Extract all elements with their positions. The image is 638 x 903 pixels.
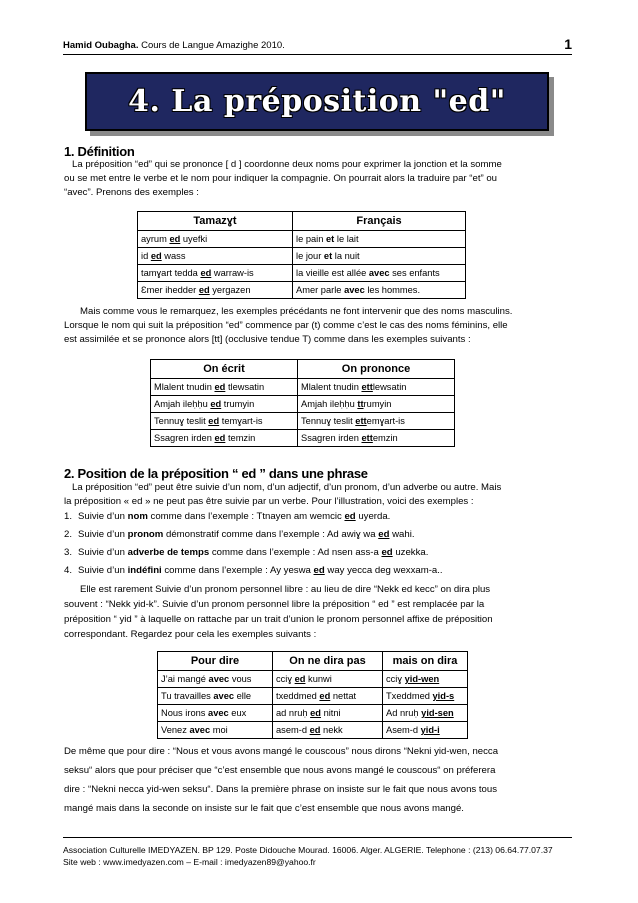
page-number: 1	[564, 36, 572, 52]
table-row: Tennuɣ teslit ed temɣart-is Tennuɣ teslit ettemɣart-is	[151, 413, 455, 430]
table-row: Ssagren irden ed temzin Ssagren irden ettemzin	[151, 430, 455, 447]
section-1-heading: 1. Définition	[64, 144, 135, 159]
table-row: id ed wass le jour et la nuit	[138, 248, 466, 265]
table-examples-feminine	[150, 359, 455, 447]
footer-address: Association Culturelle IMEDYAZEN. BP 129. Poste Didouche Mourad. 16006. Alger. ALGERIE. Telephone : (213) 06.64.77.07.37	[63, 845, 553, 855]
section-2-text: La préposition “ed” peut être suivie d’un nom, d’un adjectif, d’un pronom, d’un adverbe ou autre. Mais la préposition « ed » ne peut pas être suivie par un verbe. Pour l’illustration, voici des exemples :	[64, 482, 502, 507]
section-1-text: La préposition “ed” qui se prononce [ d ] coordonne deux noms pour exprimer la jonction et la somme ou se met entre le verbe et le nom pour indiquer la compagnie. On pourrait alors la traduire par “et” ou “avec”. Prenons des exemples :	[64, 159, 502, 198]
table-row: Mlalent tnudin ed tlewsatin Mlalent tnudin ettlewsatin	[151, 379, 455, 396]
table-row: J’ai mangé avec vous cciɣ ed kunwi cciɣ yid-wen	[158, 671, 468, 688]
header-course: Cours de Langue Amazighe 2010.	[141, 40, 285, 51]
header-author: Hamid Oubagha.	[63, 40, 139, 51]
page-footer	[63, 837, 572, 868]
table-yid-examples	[157, 651, 468, 739]
table-row: tamɣart tedda ed warraw-is la vieille est allée avec ses enfants	[138, 265, 466, 282]
table-examples-masculine	[137, 211, 466, 299]
table-header: Français	[293, 212, 466, 231]
list-item: 1. Suivie d’un nom comme dans l’exemple : Ttnayen am wemcic ed uyerda.	[64, 511, 391, 522]
table-row: Nous irons avec eux ad nruḥ ed nitni Ad nruḥ yid-sen	[158, 705, 468, 722]
table-row: Ɛmer ihedder ed yergazen Amer parle avec les hommes.	[138, 282, 466, 299]
section-2-heading: 2. Position de la préposition “ ed ” dans une phrase	[64, 466, 368, 481]
list-item: 2. Suivie d’un pronom démonstratif comme dans l’exemple : Ad awiɣ wa ed wahi.	[64, 529, 415, 540]
paragraph-yid: Elle est rarement Suivie d’un pronom personnel libre : au lieu de dire “Nekk ed kecc” on dira plus souvent : “Nekk yid-k”. Suivie d’un pronom personnel libre la préposition “ ed ” est remplacée par la préposition “ yid ” à laquelle on rattache par un trait d’union le pronom personnel affixe de préposition correspondant. Regardez pour cela les exemples suivants :	[64, 584, 493, 640]
table-header: Pour dire	[158, 652, 273, 671]
paragraph-couscous: De même que pour dire : “Nous et vous avons mangé le couscous” nous dirons “Nekni yid-wen, necca seksu“ alors que pour préciser que “c’est ensemble que nous avons mangé le couscous“ on préferera dire : “Nekni necca yid-wen seksu“. Dans la première phrase on insiste sur le fait que nous avons tous mangé mais dans la seconde on insiste sur le fait que c’est ensemble que nous avons mangé.	[64, 746, 499, 814]
table-row: ayrum ed uyefki le pain et le lait	[138, 231, 466, 248]
paragraph-assimilation: Mais comme vous le remarquez, les exemples précédants ne font intervenir que des noms masculins. Lorsque le nom qui suit la préposition “ed” commence par (t) comme c’est le cas des noms féminins, elle est assimilée et se prononce alors [tt] (occlusive tendue T) comme dans les exemples suivants :	[64, 306, 513, 345]
page-title: 4. La préposition "ed"	[128, 84, 506, 119]
footer-contact: Site web : www.imedyazen.com – E-mail : imedyazen89@yahoo.fr	[63, 857, 316, 867]
table-header: mais on dira	[383, 652, 468, 671]
table-row: Tu travailles avec elle txeddmed ed nettat Txeddmed yid-s	[158, 688, 468, 705]
list-item: 4. Suivie d’un indéfini comme dans l’exemple : Ay yeswa ed way yecca deg wexxam-a..	[64, 565, 443, 576]
table-row: Amjah ileḥḥu ed trumyin Amjah ileḥḥu ttrumyin	[151, 396, 455, 413]
title-banner	[85, 72, 549, 131]
list-item: 3. Suivie d’un adverbe de temps comme dans l’exemple : Ad nsen ass-a ed uzekka.	[64, 547, 429, 558]
page-header	[63, 38, 572, 55]
table-header: On écrit	[151, 360, 298, 379]
table-header: On prononce	[298, 360, 455, 379]
table-header: Tamazɣt	[138, 212, 293, 231]
table-row: Venez avec moi asem-d ed nekk Asem-d yid-i	[158, 722, 468, 739]
table-header: On ne dira pas	[273, 652, 383, 671]
